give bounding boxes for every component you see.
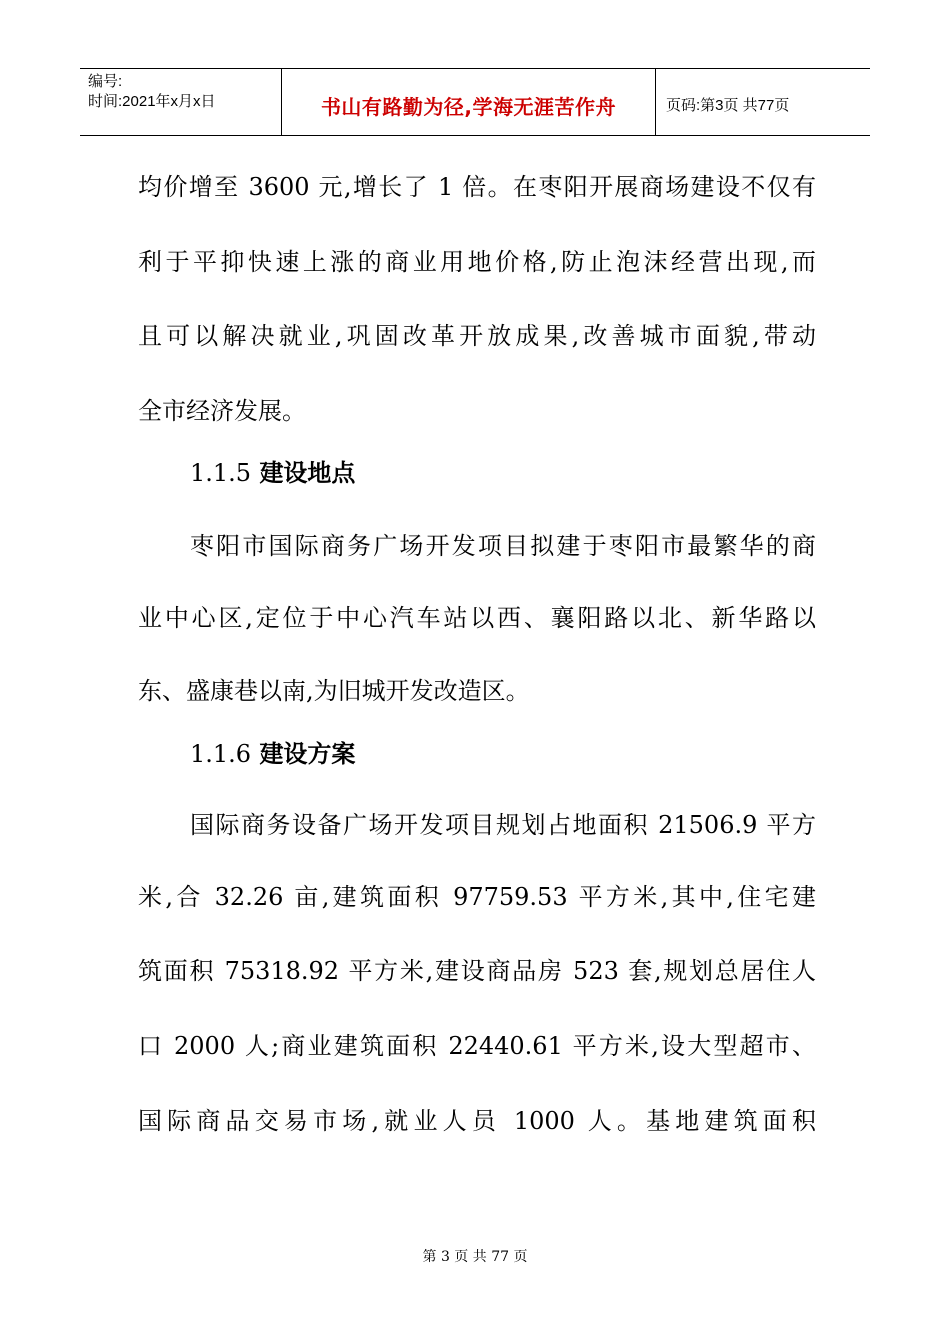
body-line: 口 2000 人;商业建筑面积 22440.61 平方米,设大型超市、 bbox=[138, 1032, 816, 1060]
section-number: 1.1.5 bbox=[190, 459, 252, 487]
number-label: 编号: bbox=[88, 73, 123, 90]
body-line: 东、盛康巷以南,为旧城开发改造区。 bbox=[138, 677, 530, 705]
header-page-cell bbox=[656, 69, 870, 135]
page-footer: 第 3 页 共 77 页 bbox=[422, 1249, 528, 1265]
body-line: 筑面积 75318.92 平方米,建设商品房 523 套,规划总居住人 bbox=[138, 957, 816, 985]
body-line: 利于平抑快速上涨的商业用地价格,防止泡沫经营出现,而 bbox=[138, 248, 816, 276]
page-code: 页码:第3页 共77页 bbox=[666, 97, 790, 114]
header-meta-cell bbox=[80, 69, 282, 135]
body-line: 业中心区,定位于中心汽车站以西、襄阳路以北、新华路以 bbox=[138, 604, 816, 632]
header-motto-cell bbox=[282, 69, 656, 135]
section-title: 建设地点 bbox=[259, 458, 356, 487]
section-title: 建设方案 bbox=[259, 739, 356, 768]
body-line: 枣阳市国际商务广场开发项目拟建于枣阳市最繁华的商 bbox=[190, 532, 816, 560]
body-line: 且可以解决就业,巩固改革开放成果,改善城市面貌,带动 bbox=[138, 322, 816, 350]
body-line: 米,合 32.26 亩,建筑面积 97759.53 平方米,其中,住宅建 bbox=[138, 883, 816, 911]
motto-text: 书山有路勤为径,学海无涯苦作舟 bbox=[320, 95, 617, 119]
section-number: 1.1.6 bbox=[190, 740, 252, 768]
section-heading-1-1-5 bbox=[190, 458, 355, 488]
body-line: 全市经济发展。 bbox=[138, 397, 306, 425]
section-heading-1-1-6 bbox=[190, 739, 355, 769]
body-line: 国际商务设备广场开发项目规划占地面积 21506.9 平方 bbox=[190, 811, 816, 839]
body-line: 均价增至 3600 元,增长了 1 倍。在枣阳开展商场建设不仅有 bbox=[138, 173, 816, 201]
document-header bbox=[80, 68, 870, 136]
body-line: 国际商品交易市场,就业人员 1000 人。基地建筑面积 bbox=[138, 1107, 816, 1135]
date-label: 时间:2021年x月x日 bbox=[88, 93, 216, 110]
